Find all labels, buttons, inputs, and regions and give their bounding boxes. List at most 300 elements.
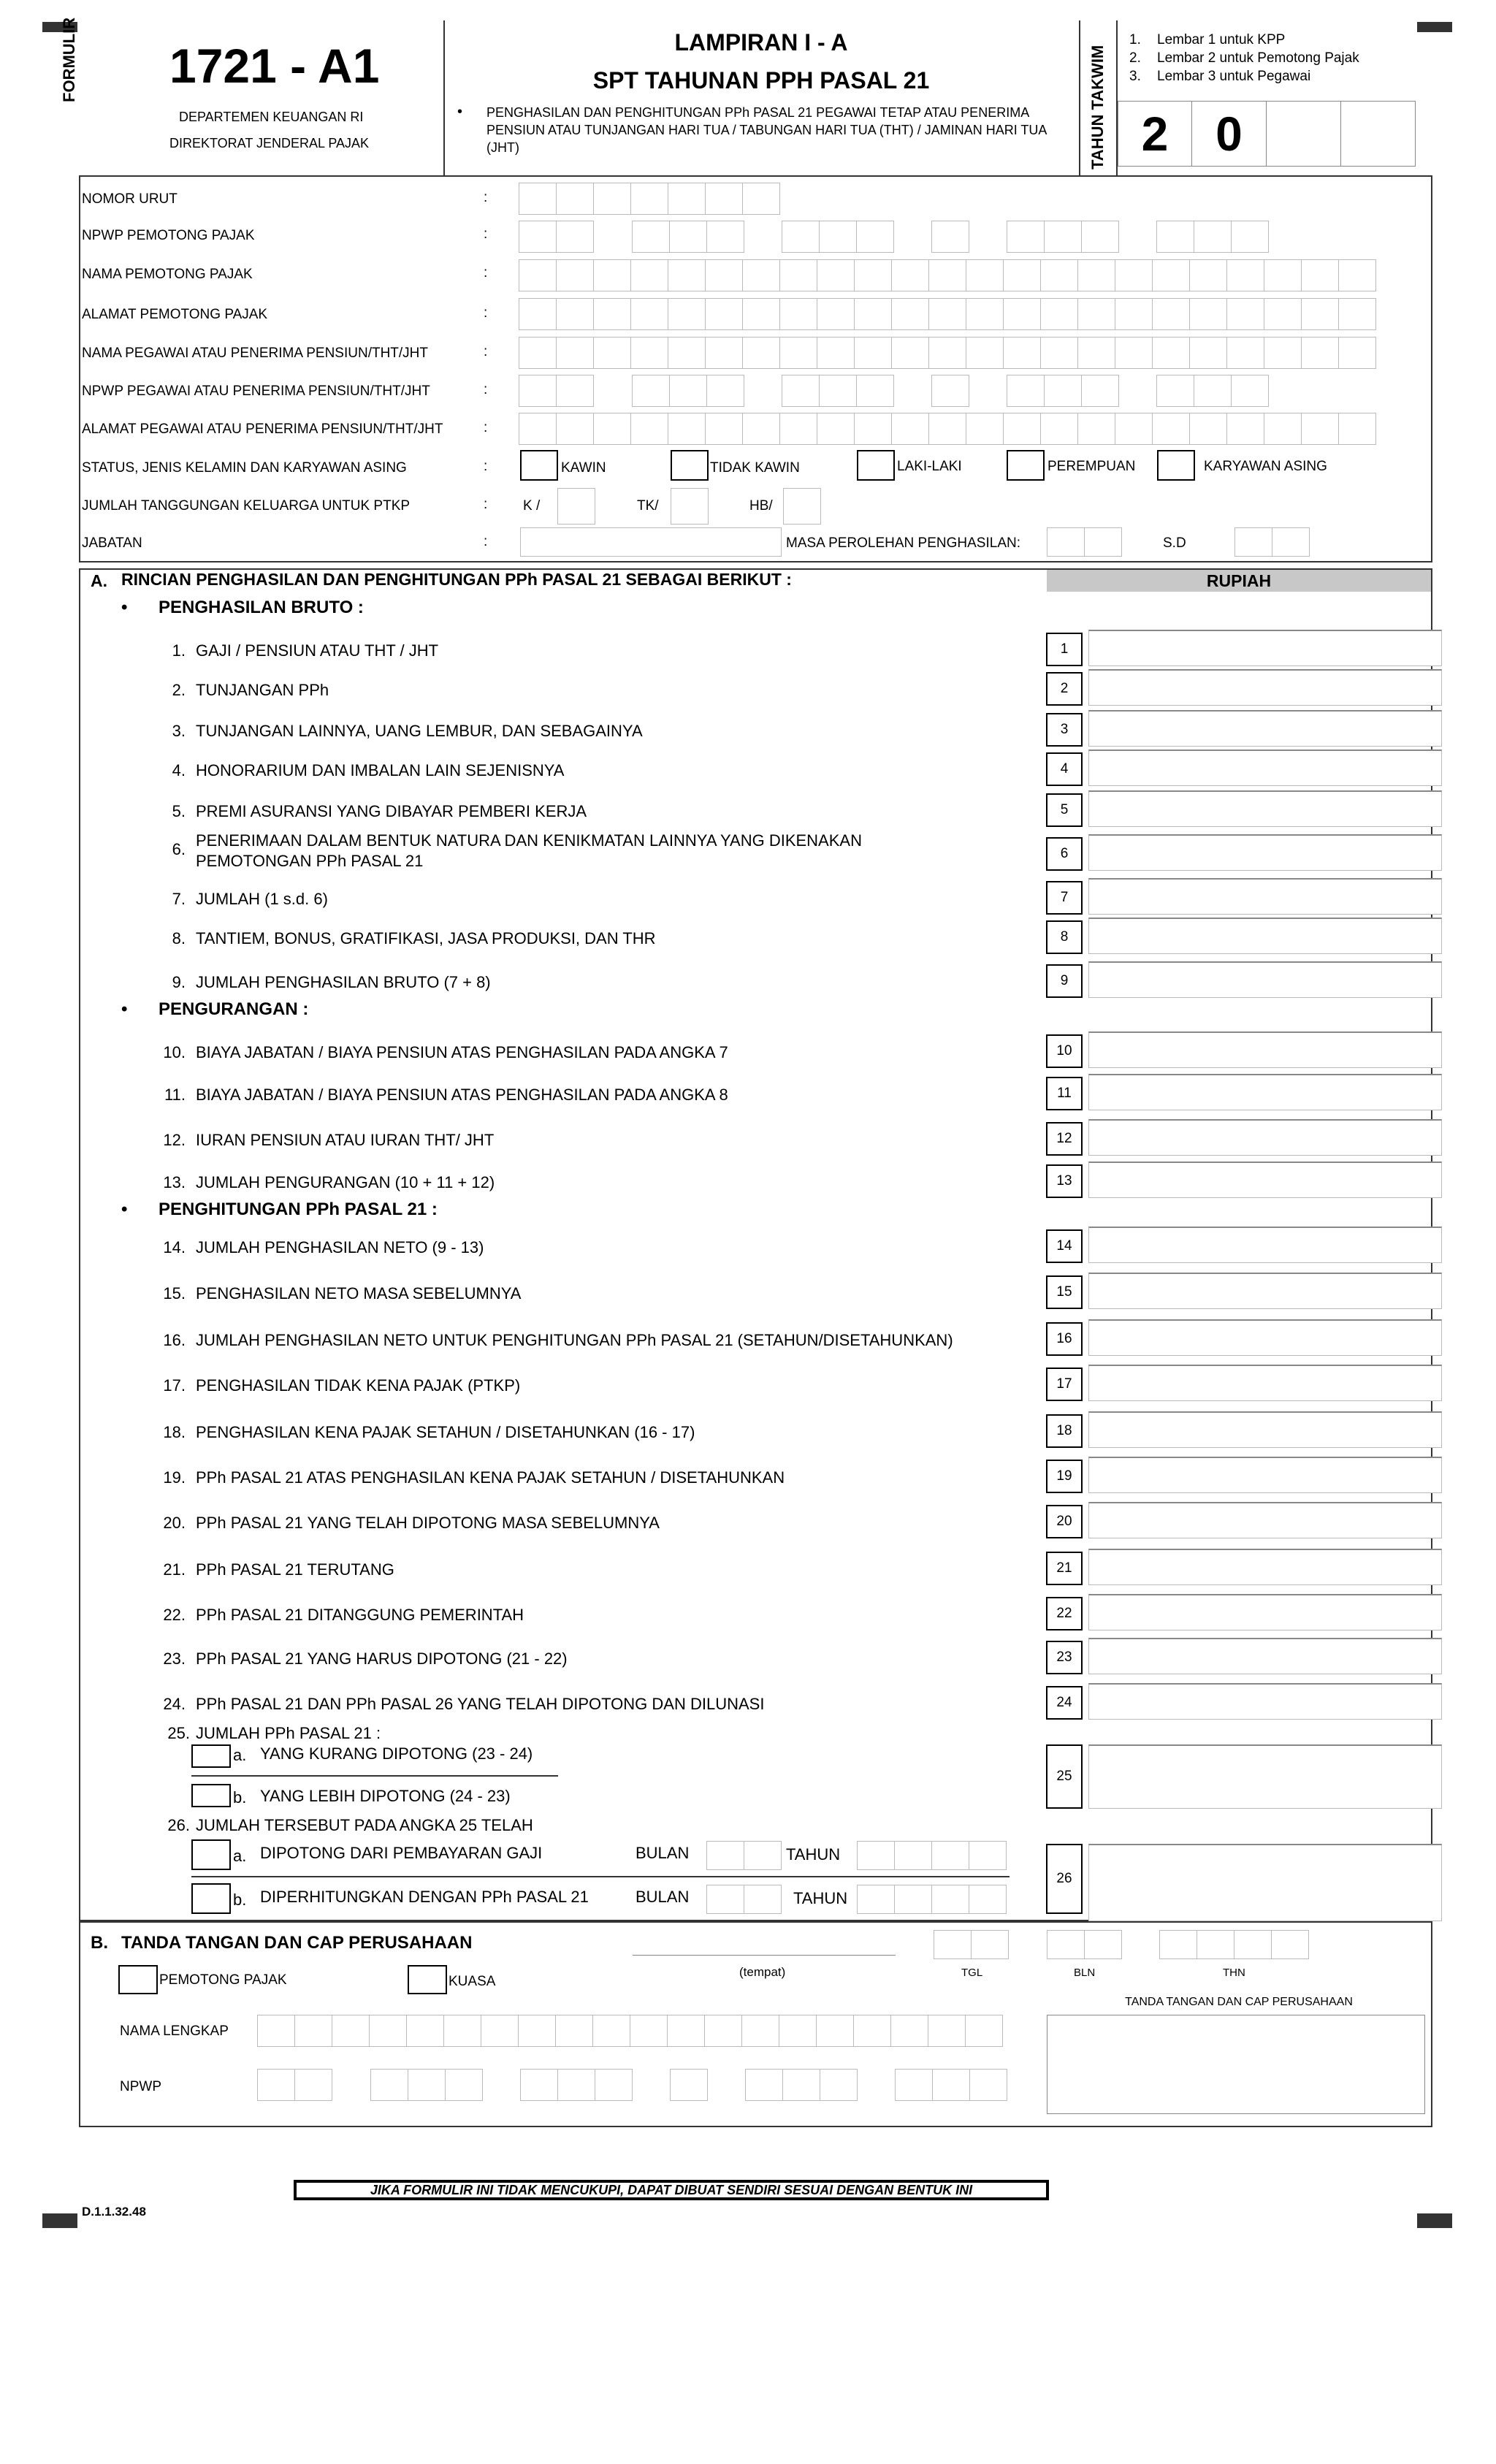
item-10-value-field[interactable]	[1088, 1031, 1442, 1068]
input-cell[interactable]	[966, 337, 1004, 369]
item-13-label: JUMLAH PENGURANGAN (10 + 11 + 12)	[196, 1173, 495, 1191]
tahun-label: TAHUN	[793, 1889, 848, 1907]
input-cell[interactable]	[1189, 337, 1227, 369]
item-number: 25.	[167, 1724, 190, 1742]
item-number: 14.	[163, 1238, 186, 1256]
item-26b-checkbox[interactable]	[191, 1883, 231, 1914]
item-number: 6.	[172, 840, 186, 858]
input-cell[interactable]	[1077, 337, 1115, 369]
item-number: 11.	[164, 1086, 186, 1104]
item-26-value-field[interactable]	[1088, 1844, 1442, 1921]
input-cell[interactable]	[1040, 259, 1078, 291]
item-number: 16.	[163, 1331, 186, 1349]
input-cell[interactable]	[742, 298, 780, 330]
input-cell[interactable]	[1115, 298, 1153, 330]
input-cell[interactable]	[779, 298, 817, 330]
item-number: 24.	[163, 1695, 186, 1713]
department-name: DEPARTEMEN KEUANGAN RI	[179, 110, 364, 124]
npwp-label: NPWP	[120, 2079, 161, 2094]
input-cell[interactable]	[1115, 337, 1153, 369]
input-cell[interactable]	[667, 2015, 705, 2047]
bulan-label: BULAN	[636, 1888, 690, 1906]
npwp-pemotong-field[interactable]	[519, 221, 1322, 253]
item-4-number-box: 4	[1046, 752, 1083, 786]
tk-label: TK/	[637, 498, 659, 514]
formulir-vertical-label: FORMULIR	[60, 17, 78, 102]
item-3-value-field[interactable]	[1088, 710, 1442, 747]
perempuan-checkbox[interactable]	[1007, 450, 1045, 481]
input-cell[interactable]	[1077, 259, 1115, 291]
masa-perolehan-label: MASA PEROLEHAN PENGHASILAN:	[786, 535, 1020, 551]
copy-item: 2. Lembar 2 untuk Pemotong Pajak	[1129, 50, 1359, 66]
tgl-label: TGL	[961, 1967, 983, 1979]
input-cell[interactable]	[1226, 337, 1264, 369]
npwp-pemotong-label: NPWP PEMOTONG PAJAK	[82, 228, 255, 243]
item-25b-letter: b.	[233, 1788, 247, 1807]
item-17-value-field[interactable]	[1088, 1365, 1442, 1401]
input-cell[interactable]	[593, 298, 631, 330]
tk-field[interactable]	[671, 488, 708, 525]
item-1-label: GAJI / PENSIUN ATAU THT / JHT	[196, 641, 439, 660]
input-cell[interactable]	[1115, 259, 1153, 291]
item-20-value-field[interactable]	[1088, 1502, 1442, 1538]
input-cell[interactable]	[705, 298, 743, 330]
input-cell[interactable]	[742, 413, 780, 445]
hb-label: HB/	[749, 498, 773, 514]
item-18-label: PENGHASILAN KENA PAJAK SETAHUN / DISETAHUNKAN (16 - 17)	[196, 1423, 695, 1441]
input-cell[interactable]	[1301, 337, 1339, 369]
input-cell[interactable]	[891, 337, 929, 369]
nama-lengkap-label: NAMA LENGKAP	[120, 2024, 229, 2039]
item-26b-label: DIPERHITUNGKAN DENGAN PPh PASAL 21	[260, 1888, 589, 1906]
input-cell[interactable]	[593, 337, 631, 369]
colon: :	[484, 459, 488, 474]
input-cell[interactable]	[854, 259, 892, 291]
input-cell[interactable]	[668, 413, 706, 445]
input-cell[interactable]	[1040, 337, 1078, 369]
input-cell[interactable]	[294, 2015, 332, 2047]
item-1-number-box: 1	[1046, 633, 1083, 666]
item-16-value-field[interactable]	[1088, 1319, 1442, 1356]
thn-field[interactable]	[1159, 1930, 1308, 1959]
input-cell[interactable]	[1301, 413, 1339, 445]
input-cell[interactable]	[1226, 413, 1264, 445]
item-8-label: TANTIEM, BONUS, GRATIFIKASI, JASA PRODUKSI, DAN THR	[196, 929, 656, 947]
input-cell[interactable]	[556, 413, 594, 445]
form-description: PENGHASILAN DAN PENGHITUNGAN PPh PASAL 21 PEGAWAI TETAP ATAU PENERIMA PENSIUN ATAU TUNJANGAN HARI TUA / TABUNGAN HARI TUA (THT) / JAMINAN HARI TUA (JHT)	[486, 105, 1047, 155]
tanggungan-label: JUMLAH TANGGUNGAN KELUARGA UNTUK PTKP	[82, 498, 411, 514]
input-cell[interactable]	[1264, 337, 1302, 369]
npwp-pegawai-field[interactable]	[519, 375, 1322, 407]
input-cell[interactable]	[705, 413, 743, 445]
karyawan-asing-label: KARYAWAN ASING	[1204, 459, 1327, 474]
input-cell[interactable]	[1152, 298, 1190, 330]
item-number: 21.	[163, 1560, 186, 1579]
item-23-value-field[interactable]	[1088, 1638, 1442, 1674]
item-12-value-field[interactable]	[1088, 1119, 1442, 1156]
item-22-number-box: 22	[1046, 1597, 1083, 1630]
k-field[interactable]	[557, 488, 595, 525]
input-cell[interactable]	[1003, 337, 1041, 369]
input-cell[interactable]	[891, 413, 929, 445]
perempuan-label: PEREMPUAN	[1047, 459, 1136, 474]
item-6-value-field[interactable]	[1088, 834, 1442, 871]
divider-line	[191, 1876, 1010, 1877]
item-number: 3.	[172, 722, 186, 740]
masa-end-field[interactable]	[1234, 527, 1309, 557]
input-cell[interactable]	[630, 2015, 668, 2047]
tahun-label: TAHUN	[786, 1845, 841, 1864]
form-title-lampiran: LAMPIRAN I - A	[674, 29, 848, 56]
input-cell[interactable]	[928, 413, 966, 445]
sd-label: S.D	[1163, 535, 1186, 551]
input-cell[interactable]	[668, 259, 706, 291]
section-a-letter: A.	[91, 571, 107, 590]
input-cell[interactable]	[332, 2015, 370, 2047]
year-digit-1: 2	[1118, 101, 1192, 167]
input-cell[interactable]	[519, 337, 557, 369]
item-number: 5.	[172, 802, 186, 820]
item-number: 18.	[163, 1423, 186, 1441]
input-cell[interactable]	[1338, 337, 1376, 369]
item-22-label: PPh PASAL 21 DITANGGUNG PEMERINTAH	[196, 1606, 524, 1624]
item-19-number-box: 19	[1046, 1460, 1083, 1493]
colon: :	[484, 497, 488, 512]
input-cell[interactable]	[443, 2015, 481, 2047]
item-21-value-field[interactable]	[1088, 1549, 1442, 1585]
item-6-number-box: 6	[1046, 837, 1083, 871]
nama-lengkap-field[interactable]	[257, 2015, 1002, 2047]
item-number: 4.	[172, 761, 186, 779]
item-number: 8.	[172, 929, 186, 947]
input-cell[interactable]	[1115, 413, 1153, 445]
bln-field[interactable]	[1047, 1930, 1121, 1959]
tgl-field[interactable]	[934, 1930, 1008, 1959]
input-cell[interactable]	[519, 413, 557, 445]
item-number: 22.	[163, 1606, 186, 1624]
year-boxes[interactable]	[1118, 101, 1416, 167]
item-20-label: PPh PASAL 21 YANG TELAH DIPOTONG MASA SEBELUMNYA	[196, 1514, 660, 1532]
year-digit-2: 0	[1192, 101, 1267, 167]
input-cell[interactable]	[1003, 413, 1041, 445]
penghitungan-heading: PENGHITUNGAN PPh PASAL 21 :	[159, 1199, 438, 1219]
item-13-number-box: 13	[1046, 1164, 1083, 1198]
kawin-label: KAWIN	[561, 460, 606, 476]
item-19-value-field[interactable]	[1088, 1457, 1442, 1493]
item-number: 12.	[163, 1131, 186, 1149]
item-9-label: JUMLAH PENGHASILAN BRUTO (7 + 8)	[196, 973, 491, 991]
item-2-label: TUNJANGAN PPh	[196, 681, 329, 699]
input-cell[interactable]	[1338, 298, 1376, 330]
input-cell[interactable]	[1189, 259, 1227, 291]
input-cell[interactable]	[555, 2015, 593, 2047]
input-cell[interactable]	[817, 413, 855, 445]
item-1-value-field[interactable]	[1088, 630, 1442, 666]
item-number: 13.	[163, 1173, 186, 1191]
header-divider	[1079, 20, 1080, 175]
item-25a-letter: a.	[233, 1746, 247, 1764]
npwp-field[interactable]	[257, 2069, 1061, 2104]
input-cell[interactable]	[1226, 298, 1264, 330]
input-cell[interactable]	[556, 337, 594, 369]
input-cell[interactable]	[556, 259, 594, 291]
item-number: 19.	[163, 1468, 186, 1487]
item-number: 26.	[167, 1816, 190, 1834]
input-cell[interactable]	[1189, 413, 1227, 445]
item-26a-checkbox[interactable]	[191, 1839, 231, 1870]
item-25-value-field[interactable]	[1088, 1744, 1442, 1809]
item-number: 23.	[163, 1649, 186, 1668]
item-22-value-field[interactable]	[1088, 1594, 1442, 1630]
colon: :	[484, 534, 488, 549]
input-cell[interactable]	[1264, 413, 1302, 445]
item-14-number-box: 14	[1046, 1229, 1083, 1263]
input-cell[interactable]	[779, 337, 817, 369]
bullet: •	[457, 104, 463, 120]
input-cell[interactable]	[817, 259, 855, 291]
input-cell[interactable]	[1264, 259, 1302, 291]
input-cell[interactable]	[630, 259, 668, 291]
input-cell[interactable]	[1152, 413, 1190, 445]
input-cell[interactable]	[817, 337, 855, 369]
item-4-value-field[interactable]	[1088, 750, 1442, 786]
pemotong-pajak-label: PEMOTONG PAJAK	[159, 1972, 287, 1988]
section-b-title: TANDA TANGAN DAN CAP PERUSAHAAN	[121, 1933, 473, 1953]
input-cell[interactable]	[1077, 413, 1115, 445]
item-26b-bulan-field[interactable]	[706, 1885, 781, 1914]
item-25-number-box: 25	[1046, 1744, 1083, 1809]
input-cell[interactable]	[1152, 337, 1190, 369]
input-cell[interactable]	[742, 259, 780, 291]
item-26a-bulan-field[interactable]	[706, 1841, 781, 1870]
item-9-number-box: 9	[1046, 964, 1083, 998]
item-15-number-box: 15	[1046, 1275, 1083, 1309]
header	[0, 0, 1496, 175]
item-24-number-box: 24	[1046, 1686, 1083, 1720]
nomor-urut-field[interactable]	[519, 183, 779, 215]
input-cell[interactable]	[519, 298, 557, 330]
item-17-label: PENGHASILAN TIDAK KENA PAJAK (PTKP)	[196, 1376, 521, 1395]
item-5-label: PREMI ASURANSI YANG DIBAYAR PEMBERI KERJA	[196, 802, 587, 820]
karyawan-asing-checkbox[interactable]	[1157, 450, 1195, 481]
hb-field[interactable]	[783, 488, 820, 525]
input-cell[interactable]	[817, 298, 855, 330]
footer-notice: JIKA FORMULIR INI TIDAK MENCUKUPI, DAPAT DIBUAT SENDIRI SESUAI DENGAN BENTUK INI	[294, 2180, 1049, 2200]
nama-pemotong-field[interactable]	[519, 259, 1375, 291]
registration-mark	[1417, 2213, 1452, 2228]
input-cell[interactable]	[854, 298, 892, 330]
item-7-value-field[interactable]	[1088, 878, 1442, 915]
nama-pemotong-label: NAMA PEMOTONG PAJAK	[82, 267, 253, 282]
item-8-number-box: 8	[1046, 920, 1083, 954]
item-9-value-field[interactable]	[1088, 961, 1442, 998]
colon: :	[484, 190, 488, 205]
input-cell[interactable]	[481, 2015, 519, 2047]
item-5-value-field[interactable]	[1088, 790, 1442, 827]
input-cell[interactable]	[966, 259, 1004, 291]
directorate-name: DIREKTORAT JENDERAL PAJAK	[169, 136, 370, 150]
input-cell[interactable]	[556, 298, 594, 330]
input-cell[interactable]	[741, 2015, 779, 2047]
input-cell[interactable]	[779, 413, 817, 445]
section-b-letter: B.	[91, 1933, 108, 1953]
item-21-label: PPh PASAL 21 TERUTANG	[196, 1560, 394, 1579]
item-12-number-box: 12	[1046, 1122, 1083, 1156]
item-26-label: JUMLAH TERSEBUT PADA ANGKA 25 TELAH	[196, 1816, 533, 1834]
alamat-pemotong-field[interactable]	[519, 298, 1375, 330]
input-cell[interactable]	[966, 413, 1004, 445]
input-cell[interactable]	[630, 298, 668, 330]
input-cell[interactable]	[890, 2015, 928, 2047]
form-reference-code: D.1.1.32.48	[82, 2205, 146, 2219]
signature-caption: TANDA TANGAN DAN CAP PERUSAHAAN	[1125, 1996, 1353, 2008]
alamat-pegawai-field[interactable]	[519, 413, 1375, 445]
input-cell[interactable]	[928, 337, 966, 369]
input-cell[interactable]	[1003, 259, 1041, 291]
form-code: 1721 - A1	[169, 39, 380, 93]
item-13-value-field[interactable]	[1088, 1162, 1442, 1198]
input-cell[interactable]	[928, 2015, 966, 2047]
jabatan-field[interactable]	[520, 527, 782, 557]
input-cell[interactable]	[705, 337, 743, 369]
input-cell[interactable]	[1040, 298, 1078, 330]
item-24-value-field[interactable]	[1088, 1683, 1442, 1720]
input-cell[interactable]	[966, 298, 1004, 330]
copy-item: 1. Lembar 1 untuk KPP	[1129, 32, 1286, 47]
item-18-number-box: 18	[1046, 1414, 1083, 1448]
input-cell[interactable]	[965, 2015, 1003, 2047]
item-26a-tahun-field[interactable]	[857, 1841, 1006, 1870]
input-cell[interactable]	[704, 2015, 742, 2047]
input-cell[interactable]	[928, 259, 966, 291]
input-cell[interactable]	[406, 2015, 444, 2047]
signature-box[interactable]	[1047, 2015, 1425, 2114]
item-number: 1.	[172, 641, 186, 660]
input-cell[interactable]	[1152, 259, 1190, 291]
input-cell[interactable]	[593, 413, 631, 445]
input-cell[interactable]	[1338, 413, 1376, 445]
input-cell[interactable]	[853, 2015, 891, 2047]
input-cell[interactable]	[705, 259, 743, 291]
item-11-value-field[interactable]	[1088, 1074, 1442, 1110]
input-cell[interactable]	[1301, 298, 1339, 330]
input-cell[interactable]	[928, 298, 966, 330]
item-20-number-box: 20	[1046, 1505, 1083, 1538]
input-cell[interactable]	[668, 337, 706, 369]
bln-label: BLN	[1074, 1967, 1096, 1979]
tidak-kawin-checkbox[interactable]	[671, 450, 709, 481]
item-15-label: PENGHASILAN NETO MASA SEBELUMNYA	[196, 1284, 522, 1302]
input-cell[interactable]	[668, 298, 706, 330]
input-cell[interactable]	[1040, 413, 1078, 445]
input-cell[interactable]	[891, 298, 929, 330]
nama-pegawai-field[interactable]	[519, 337, 1375, 369]
input-cell[interactable]	[1226, 259, 1264, 291]
input-cell[interactable]	[1077, 298, 1115, 330]
item-6-label-continued: PEMOTONGAN PPh PASAL 21	[196, 852, 424, 870]
laki-laki-checkbox[interactable]	[857, 450, 895, 481]
input-cell[interactable]	[779, 2015, 817, 2047]
copy-item: 3. Lembar 3 untuk Pegawai	[1129, 69, 1311, 84]
bullet: •	[121, 999, 128, 1019]
item-7-label: JUMLAH (1 s.d. 6)	[196, 890, 328, 908]
colon: :	[484, 226, 488, 242]
item-2-number-box: 2	[1046, 672, 1083, 706]
item-14-value-field[interactable]	[1088, 1227, 1442, 1263]
input-cell[interactable]	[891, 259, 929, 291]
input-cell[interactable]	[816, 2015, 854, 2047]
item-10-label: BIAYA JABATAN / BIAYA PENSIUN ATAS PENGHASILAN PADA ANGKA 7	[196, 1043, 728, 1061]
input-cell[interactable]	[1301, 259, 1339, 291]
item-15-value-field[interactable]	[1088, 1273, 1442, 1309]
item-25a-label: YANG KURANG DIPOTONG (23 - 24)	[260, 1744, 533, 1763]
item-25a-checkbox[interactable]	[191, 1744, 231, 1768]
input-cell[interactable]	[630, 413, 668, 445]
laki-laki-label: LAKI-LAKI	[897, 459, 962, 474]
input-cell[interactable]	[593, 259, 631, 291]
input-cell[interactable]	[854, 337, 892, 369]
item-16-number-box: 16	[1046, 1322, 1083, 1356]
colon: :	[484, 305, 488, 321]
input-cell[interactable]	[518, 2015, 556, 2047]
divider-line	[191, 1775, 558, 1777]
k-label: K /	[523, 498, 541, 514]
input-cell[interactable]	[630, 337, 668, 369]
tempat-line[interactable]	[633, 1955, 896, 1956]
tahun-takwim-vertical-label: TAHUN TAKWIM	[1088, 45, 1107, 169]
input-cell[interactable]	[1338, 259, 1376, 291]
input-cell[interactable]	[742, 337, 780, 369]
item-23-label: PPh PASAL 21 YANG HARUS DIPOTONG (21 - 22)	[196, 1649, 568, 1668]
input-cell[interactable]	[257, 2015, 295, 2047]
item-number: 7.	[172, 890, 186, 908]
pemotong-pajak-checkbox[interactable]	[118, 1965, 158, 1994]
item-number: 17.	[163, 1376, 186, 1395]
nomor-urut-label: NOMOR URUT	[82, 191, 178, 207]
form-title-spt: SPT TAHUNAN PPH PASAL 21	[592, 67, 930, 94]
item-8-value-field[interactable]	[1088, 918, 1442, 954]
item-number: 2.	[172, 681, 186, 699]
bullet: •	[121, 1199, 128, 1219]
item-5-number-box: 5	[1046, 793, 1083, 827]
item-2-value-field[interactable]	[1088, 669, 1442, 706]
masa-start-field[interactable]	[1047, 527, 1121, 557]
kuasa-checkbox[interactable]	[408, 1965, 447, 1994]
year-digit-4[interactable]	[1341, 101, 1416, 167]
input-cell[interactable]	[779, 259, 817, 291]
input-cell[interactable]	[369, 2015, 407, 2047]
kawin-checkbox[interactable]	[520, 450, 558, 481]
registration-mark	[42, 2213, 77, 2228]
item-18-value-field[interactable]	[1088, 1411, 1442, 1448]
item-6-label: PENERIMAAN DALAM BENTUK NATURA DAN KENIKMATAN LAINNYA YANG DIKENAKAN	[196, 831, 862, 850]
item-26b-tahun-field[interactable]	[857, 1885, 1006, 1914]
input-cell[interactable]	[592, 2015, 630, 2047]
colon: :	[484, 265, 488, 281]
item-number: 15.	[163, 1284, 186, 1302]
input-cell[interactable]	[854, 413, 892, 445]
input-cell[interactable]	[1003, 298, 1041, 330]
year-digit-3[interactable]	[1267, 101, 1341, 167]
item-25b-checkbox[interactable]	[191, 1784, 231, 1807]
input-cell[interactable]	[1264, 298, 1302, 330]
colon: :	[484, 344, 488, 359]
kuasa-label: KUASA	[449, 1974, 496, 1989]
input-cell[interactable]	[1189, 298, 1227, 330]
colon: :	[484, 382, 488, 397]
item-12-label: IURAN PENSIUN ATAU IURAN THT/ JHT	[196, 1131, 495, 1149]
input-cell[interactable]	[519, 259, 557, 291]
